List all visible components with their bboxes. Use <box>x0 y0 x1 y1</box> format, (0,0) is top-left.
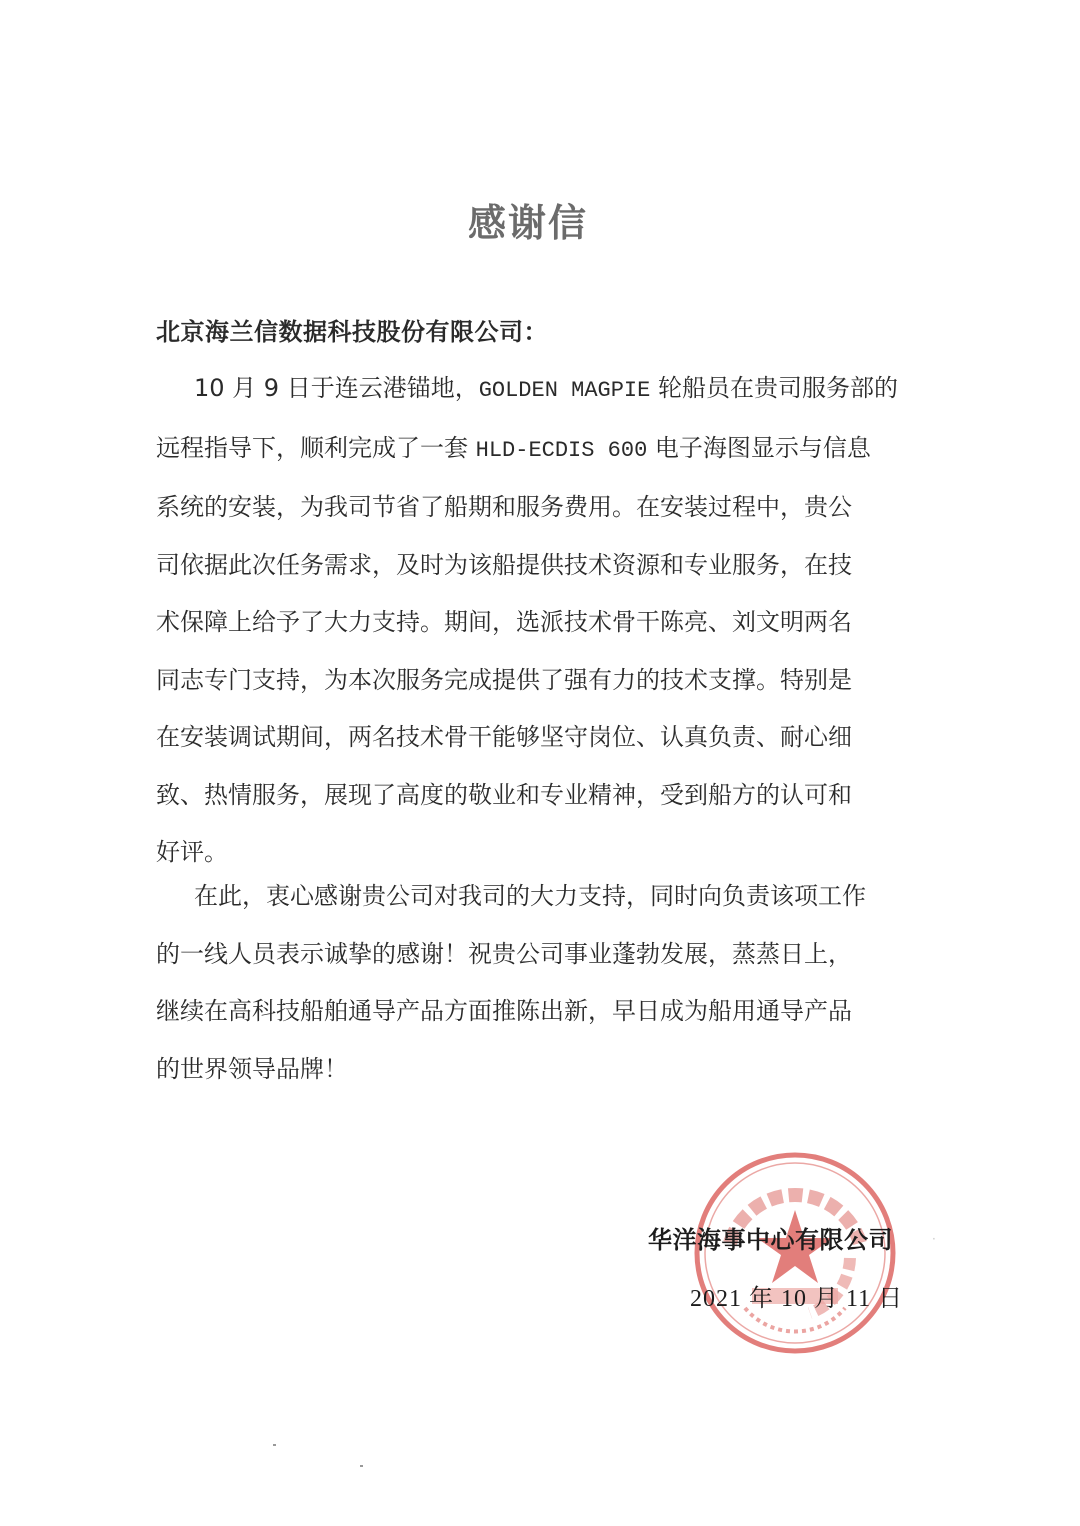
product-model: HLD-ECDIS 600 <box>475 437 648 463</box>
paragraph-line: 的一线人员表示诚挚的感谢！祝贵公司事业蓬勃发展，蒸蒸日上， <box>156 939 852 968</box>
paragraph-line: 继续在高科技船舶通导产品方面推陈出新，早日成为船用通导产品 <box>156 997 852 1025</box>
paragraph-line: 好评。 <box>156 838 228 866</box>
paragraph-line: 在安装调试期间，两名技术骨干能够坚守岗位、认真负责、耐心细 <box>156 723 852 751</box>
paragraph-line: 10 月 9 日于连云港锚地，GOLDEN MAGPIE 轮船员在贵司服务部的 <box>194 374 898 403</box>
scan-artifact: · <box>932 1232 936 1246</box>
scan-speck <box>360 1465 363 1467</box>
paragraph-line: 的世界领导品牌！ <box>156 1054 348 1083</box>
paragraph-line: 司依据此次任务需求，及时为该船提供技术资源和专业服务，在技 <box>156 550 852 579</box>
paragraph-1 <box>156 360 896 882</box>
paragraph-line: 同志专门支持，为本次服务完成提供了强有力的技术支撑。特别是 <box>156 665 852 694</box>
paragraph-line: 远程指导下，顺利完成了一套 HLD-ECDIS 600 电子海图显示与信息 <box>156 433 871 463</box>
paragraph-line: 术保障上给予了大力支持。期间，选派技术骨干陈亮、刘文明两名 <box>156 608 852 636</box>
paragraph-line: 系统的安装，为我司节省了船期和服务费用。在安装过程中，贵公 <box>156 493 852 521</box>
paragraph-line: 致、热情服务，展现了高度的敬业和专业精神，受到船方的认可和 <box>156 780 852 809</box>
paragraph-line: 在此，衷心感谢贵公司对我司的大力支持，同时向负责该项工作 <box>194 882 866 910</box>
ship-name: GOLDEN MAGPIE <box>478 378 651 403</box>
salutation: 北京海兰信数据科技股份有限公司： <box>156 318 548 346</box>
signature-company: 华洋海事中心有限公司 <box>648 1226 893 1254</box>
signature-date: 2021 年 10 月 11 日 <box>690 1286 904 1312</box>
paragraph-2 <box>156 868 896 1098</box>
scan-speck <box>273 1444 276 1446</box>
letter-title: 感谢信 <box>467 201 588 245</box>
